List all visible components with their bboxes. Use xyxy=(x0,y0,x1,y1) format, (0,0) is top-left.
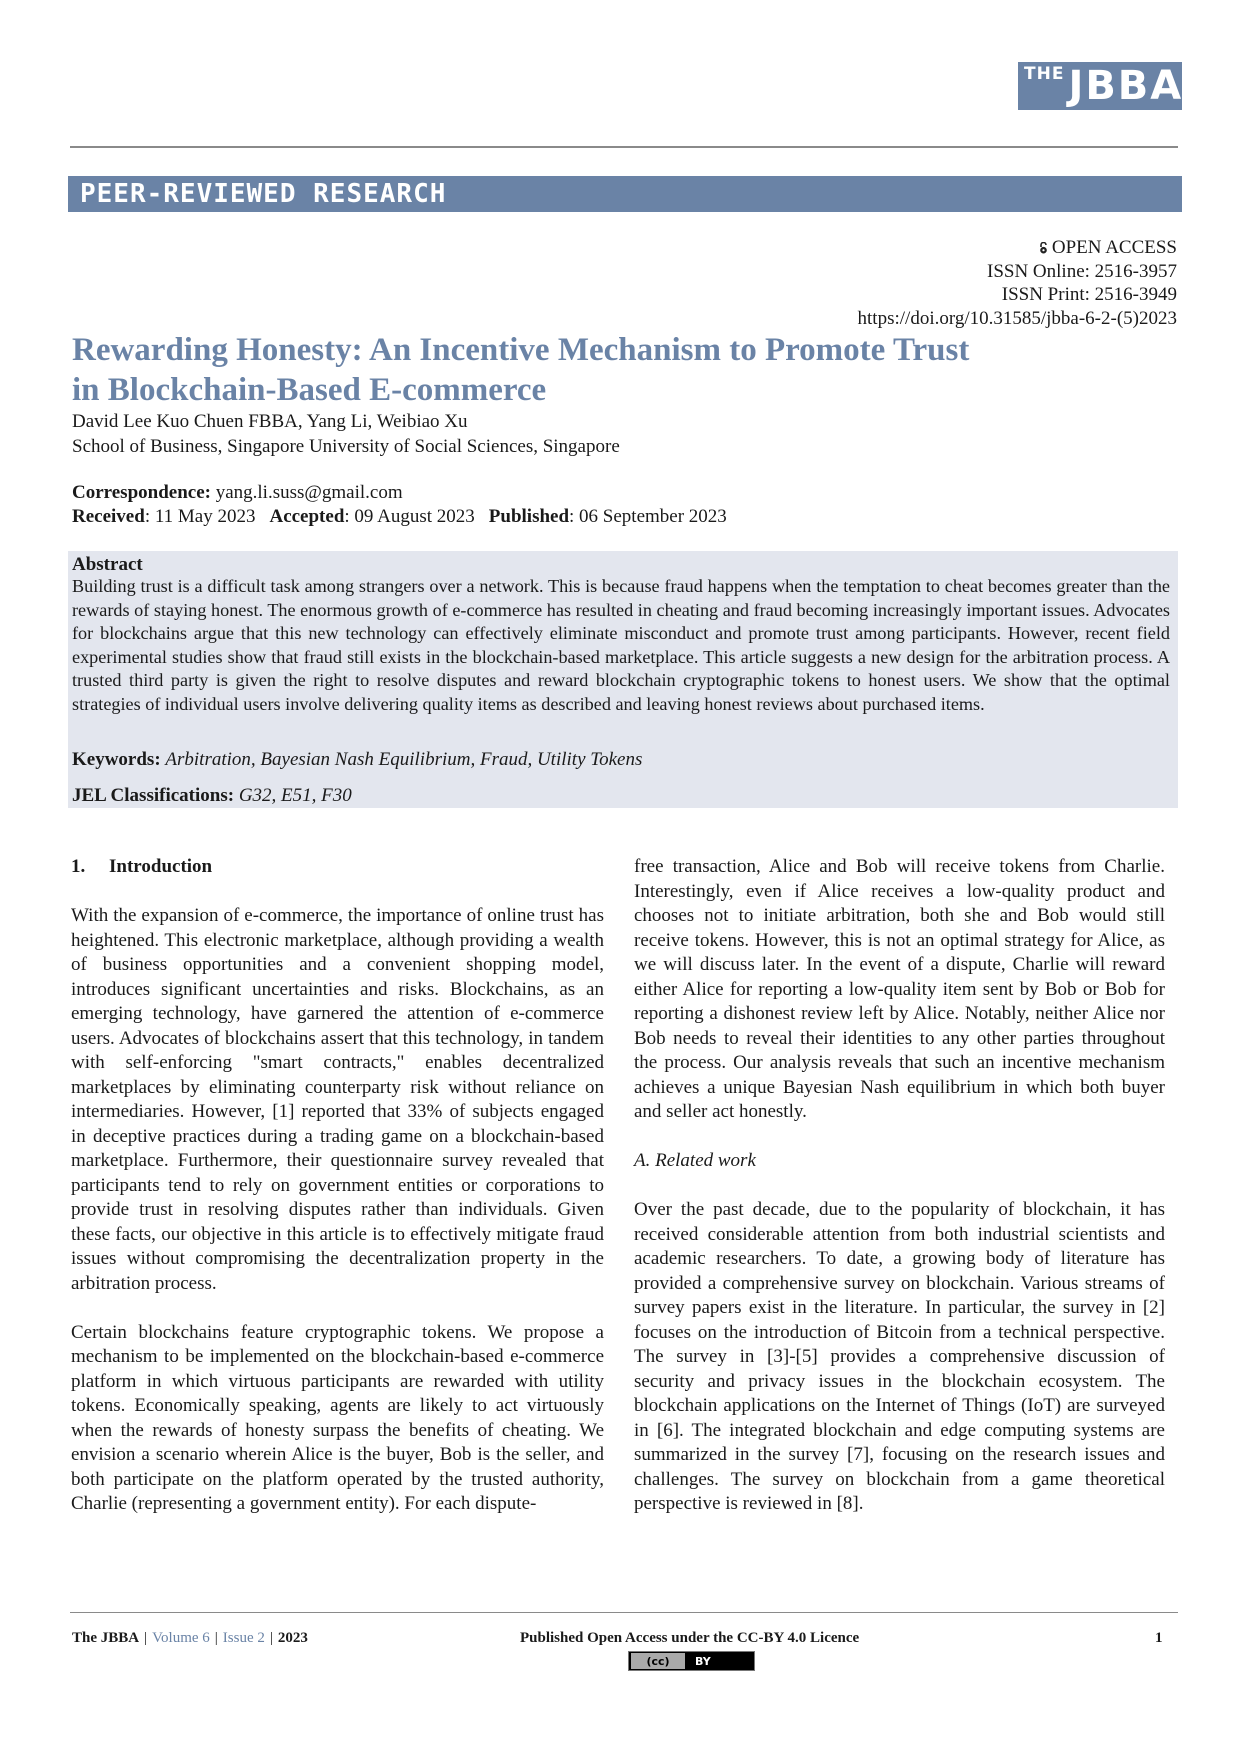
open-access-lock-icon xyxy=(1039,242,1048,254)
page-number: 1 xyxy=(1155,1630,1163,1646)
footer-rule xyxy=(70,1612,1178,1613)
abstract-text: Building trust is a difficult task among strangers over a network. This is because fraud happens when the temptation to cheat becomes greater than the rewards of staying honest. The enormous growth of e-commerce has resulted in cheating and fraud becoming increasingly important issues. Advocates for blockchains argue that this new technology can effectively eliminate misconduct and promote trust among participants. However, recent field experimental studies show that fraud still exists in the blockchain-based marketplace. This article suggests a new design for the arbitration process. A trusted third party is given the right to resolve disputes and reward blockchain cryptographic tokens to honest users. We show that the optimal strategies of individual users involve delivering quality items as described and leaving honest reviews about purchased items. xyxy=(72,576,1170,714)
title-line-2: in Blockchain-Based E-commerce xyxy=(72,372,547,408)
section-number: 1. xyxy=(71,856,86,877)
accepted-label: Accepted xyxy=(269,506,345,527)
paragraph: With the expansion of e-commerce, the importance of online trust has heightened. This electronic marketplace, although providing a wealth of business opportunities and a convenient shopping model, introduces significant uncertainties and risks. Blockchains, as an emerging technology, have garnered the attention of e-commerce users. Advocates of blockchains assert that this technology, in tandem with self-enforcing "smart contracts," enables decentralized marketplaces by eliminating counterparty risk without reliance on intermediaries. However, [1] reported that 33% of subjects engaged in deceptive practices during a trading game on a blockchain-based marketplace. Furthermore, their questionnaire survey revealed that participants tend to rely on government entities or corporations to provide trust in resolving disputes rather than individuals. Given these facts, our objective in this article is to effectively mitigate fraud issues without compromising the decentralization property in the arbitration process. xyxy=(71,905,604,1294)
by-icon: BY xyxy=(695,1654,711,1668)
footer-journal-info xyxy=(72,1630,308,1647)
correspondence-label: Correspondence: xyxy=(72,482,211,503)
header-rule xyxy=(70,146,1178,148)
jel-classifications xyxy=(72,784,352,807)
section-heading xyxy=(71,855,604,880)
footer-journal: The JBBA xyxy=(72,1630,140,1646)
paragraph: free transaction, Alice and Bob will receive tokens from Charlie. Interestingly, even if Alice receives a low-quality product and chooses not to initiate arbitration, both she and Bob would still receive tokens. However, this is not an optimal strategy for Alice, as we will discuss later. In the event of a dispute, Charlie will reward either Alice for reporting a low-quality item sent by Bob or Bob for reporting a dishonest review left by Alice. Notably, neither Alice nor Bob needs to reveal their identities to any other parties throughout the process. Our analysis reveals that such an incentive mechanism achieves a unique Bayesian Nash equilibrium in which both buyer and seller act honestly. xyxy=(634,856,1165,1122)
logo-name-text: JBBA xyxy=(1068,63,1184,109)
banner-text: PEER-REVIEWED RESEARCH xyxy=(80,179,447,209)
logo-the-text: THE xyxy=(1024,64,1065,84)
paragraph: Certain blockchains feature cryptographic tokens. We propose a mechanism to be implemented on the blockchain-based e-commerce platform in which virtuous participants are rewarded with utility tokens. Economically speaking, agents are likely to act virtuously when the rewards of honesty surpass the benefits of cheating. We envision a scenario wherein Alice is the buyer, Bob is the seller, and both participate on the platform operated by the trusted authority, Charlie (representing a government entity). For each dispute- xyxy=(71,1321,604,1514)
title-line-1: Rewarding Honesty: An Incentive Mechanism to Promote Trust xyxy=(72,332,970,368)
footer-separator: | xyxy=(214,1630,218,1646)
paragraph: Over the past decade, due to the popularity of blockchain, it has received considerable attention from both industrial scientists and academic researchers. To date, a growing body of literature has provided a comprehensive survey on blockchain. Various streams of survey papers exist in the literature. In particular, the survey in [2] focuses on the introduction of Bitcoin from a technical perspective. The survey in [3]-[5] provides a comprehensive discussion of security and privacy issues in the blockchain ecosystem. The blockchain applications on the Internet of Things (IoT) are surveyed in [6]. The integrated blockchain and edge computing systems are summarized in the survey [7], focusing on the research issues and challenges. The survey on blockchain from a game theoretical perspective is reviewed in [8]. xyxy=(634,1199,1165,1514)
keywords-label: Keywords: xyxy=(72,749,161,770)
open-access-text: OPEN ACCESS xyxy=(1051,237,1177,258)
body-column-left xyxy=(71,855,604,1541)
accepted-date: : 09 August 2023 xyxy=(344,506,475,527)
jel-label: JEL Classifications: xyxy=(72,785,235,806)
footer-issue[interactable]: Issue 2 xyxy=(222,1630,265,1646)
keywords xyxy=(72,748,642,771)
keywords-value: Arbitration, Bayesian Nash Equilibrium, Fraud, Utility Tokens xyxy=(165,749,643,770)
abstract-heading: Abstract xyxy=(72,554,143,575)
cc-icon: (cc) xyxy=(631,1653,685,1669)
issn-online: ISSN Online: 2516-3957 xyxy=(987,260,1177,282)
section-title: Introduction xyxy=(109,856,213,877)
correspondence-email[interactable]: yang.li.suss@gmail.com xyxy=(210,482,403,503)
footer-separator: | xyxy=(269,1630,273,1646)
peer-reviewed-banner xyxy=(68,176,1182,212)
footer-separator: | xyxy=(144,1630,148,1646)
footer-volume[interactable]: Volume 6 xyxy=(152,1630,210,1646)
body-column-right xyxy=(634,855,1165,1541)
authors: David Lee Kuo Chuen FBBA, Yang Li, Weibiao Xu xyxy=(72,411,468,432)
subsection-heading: A. Related work xyxy=(634,1150,756,1171)
open-access-line xyxy=(858,236,1177,260)
published-label: Published xyxy=(488,506,570,527)
correspondence xyxy=(72,481,403,505)
publication-dates xyxy=(72,505,727,529)
published-date: : 06 September 2023 xyxy=(569,506,727,527)
cc-by-badge[interactable] xyxy=(628,1651,755,1671)
paper-title xyxy=(72,330,1072,410)
jel-value: G32, E51, F30 xyxy=(238,785,352,806)
received-label: Received xyxy=(72,506,145,527)
footer-licence: Published Open Access under the CC-BY 4.0 Licence xyxy=(520,1630,860,1646)
affiliation: School of Business, Singapore University of Social Sciences, Singapore xyxy=(72,436,620,457)
issn-print: ISSN Print: 2516-3949 xyxy=(1001,284,1177,305)
jbba-logo xyxy=(1018,62,1182,110)
publication-meta xyxy=(858,236,1177,330)
footer-year: 2023 xyxy=(277,1630,308,1646)
received-date: : 11 May 2023 xyxy=(144,506,256,527)
doi-link[interactable]: https://doi.org/10.31585/jbba-6-2-(5)2023 xyxy=(857,307,1177,329)
